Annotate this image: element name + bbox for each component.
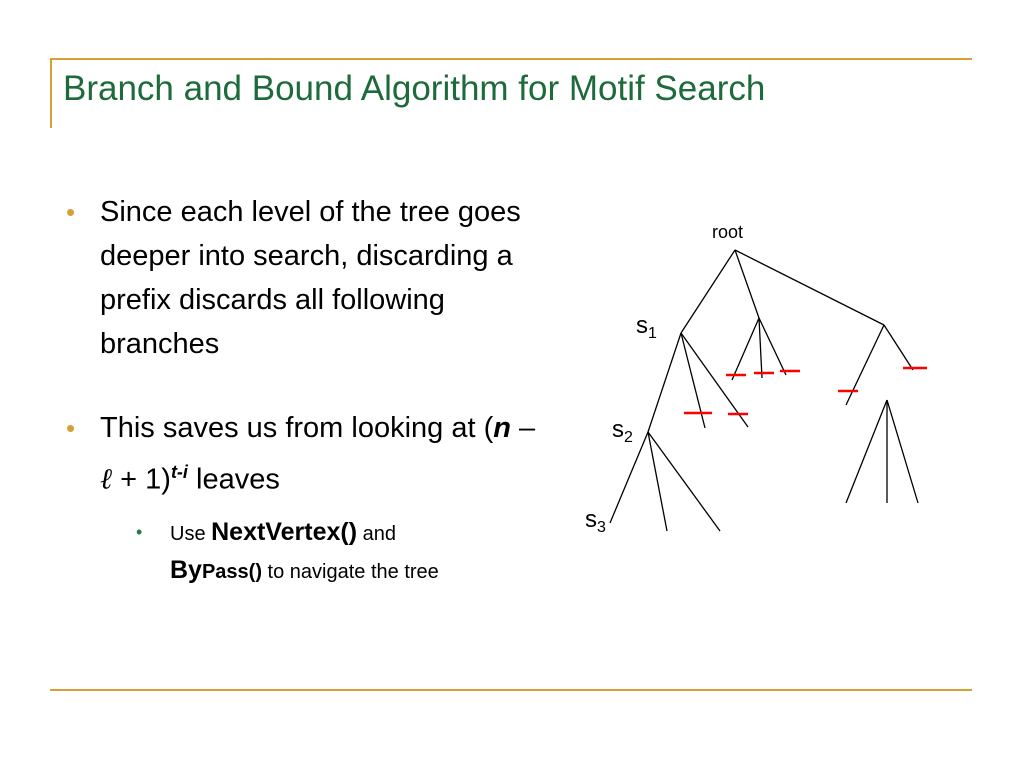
edge <box>846 325 884 405</box>
sub-bullet <box>136 514 546 590</box>
slide-title: Branch and Bound Algorithm for Motif Search <box>63 69 766 108</box>
bottom-rule <box>50 689 972 691</box>
math-n: n <box>493 412 511 444</box>
tree-label-s3: $s_3$ <box>585 506 606 536</box>
edge <box>884 325 913 370</box>
sub-bullet-dot: • <box>136 521 143 542</box>
sub-nextvertex: NextVertex() <box>211 517 358 546</box>
math-l: ℓ <box>100 463 113 496</box>
sub-by: By <box>170 555 202 584</box>
tree-svg <box>560 215 940 565</box>
edge <box>648 432 720 531</box>
math-minus: – <box>510 412 536 444</box>
bullet-2-prefix: This saves us from looking at ( <box>100 412 494 444</box>
math-plus-one: + 1) <box>112 463 171 496</box>
edge <box>846 400 887 503</box>
edge <box>759 318 786 375</box>
edge <box>759 318 762 378</box>
sub-use: Use <box>170 522 212 545</box>
top-rule <box>50 58 972 60</box>
edge <box>887 400 918 503</box>
bullet-2-suffix: leaves <box>187 463 280 496</box>
sub-pass: Pass() <box>201 560 262 583</box>
edge <box>648 333 681 432</box>
sub-navigate: to navigate the tree <box>262 560 439 583</box>
edge <box>648 432 667 531</box>
bullet-1-text: Since each level of the tree goes deeper into search, discarding a prefix discards all following branches <box>100 196 521 360</box>
bullet-dot: • <box>66 413 76 443</box>
tree-root-label: root <box>712 222 744 242</box>
sub-and: and <box>357 522 396 545</box>
edge <box>732 318 759 380</box>
math-exponent: t-i <box>170 462 188 482</box>
bullet-dot: • <box>66 197 76 227</box>
tree-label-s2: $s_2$ <box>612 416 633 446</box>
tree-label-s1: $s_1$ <box>636 312 657 342</box>
bullet-2 <box>66 406 546 590</box>
edge <box>681 250 735 333</box>
bullet-1 <box>66 190 546 366</box>
bullet-list <box>66 190 546 590</box>
left-rule <box>50 58 52 128</box>
search-tree-diagram <box>560 215 940 565</box>
